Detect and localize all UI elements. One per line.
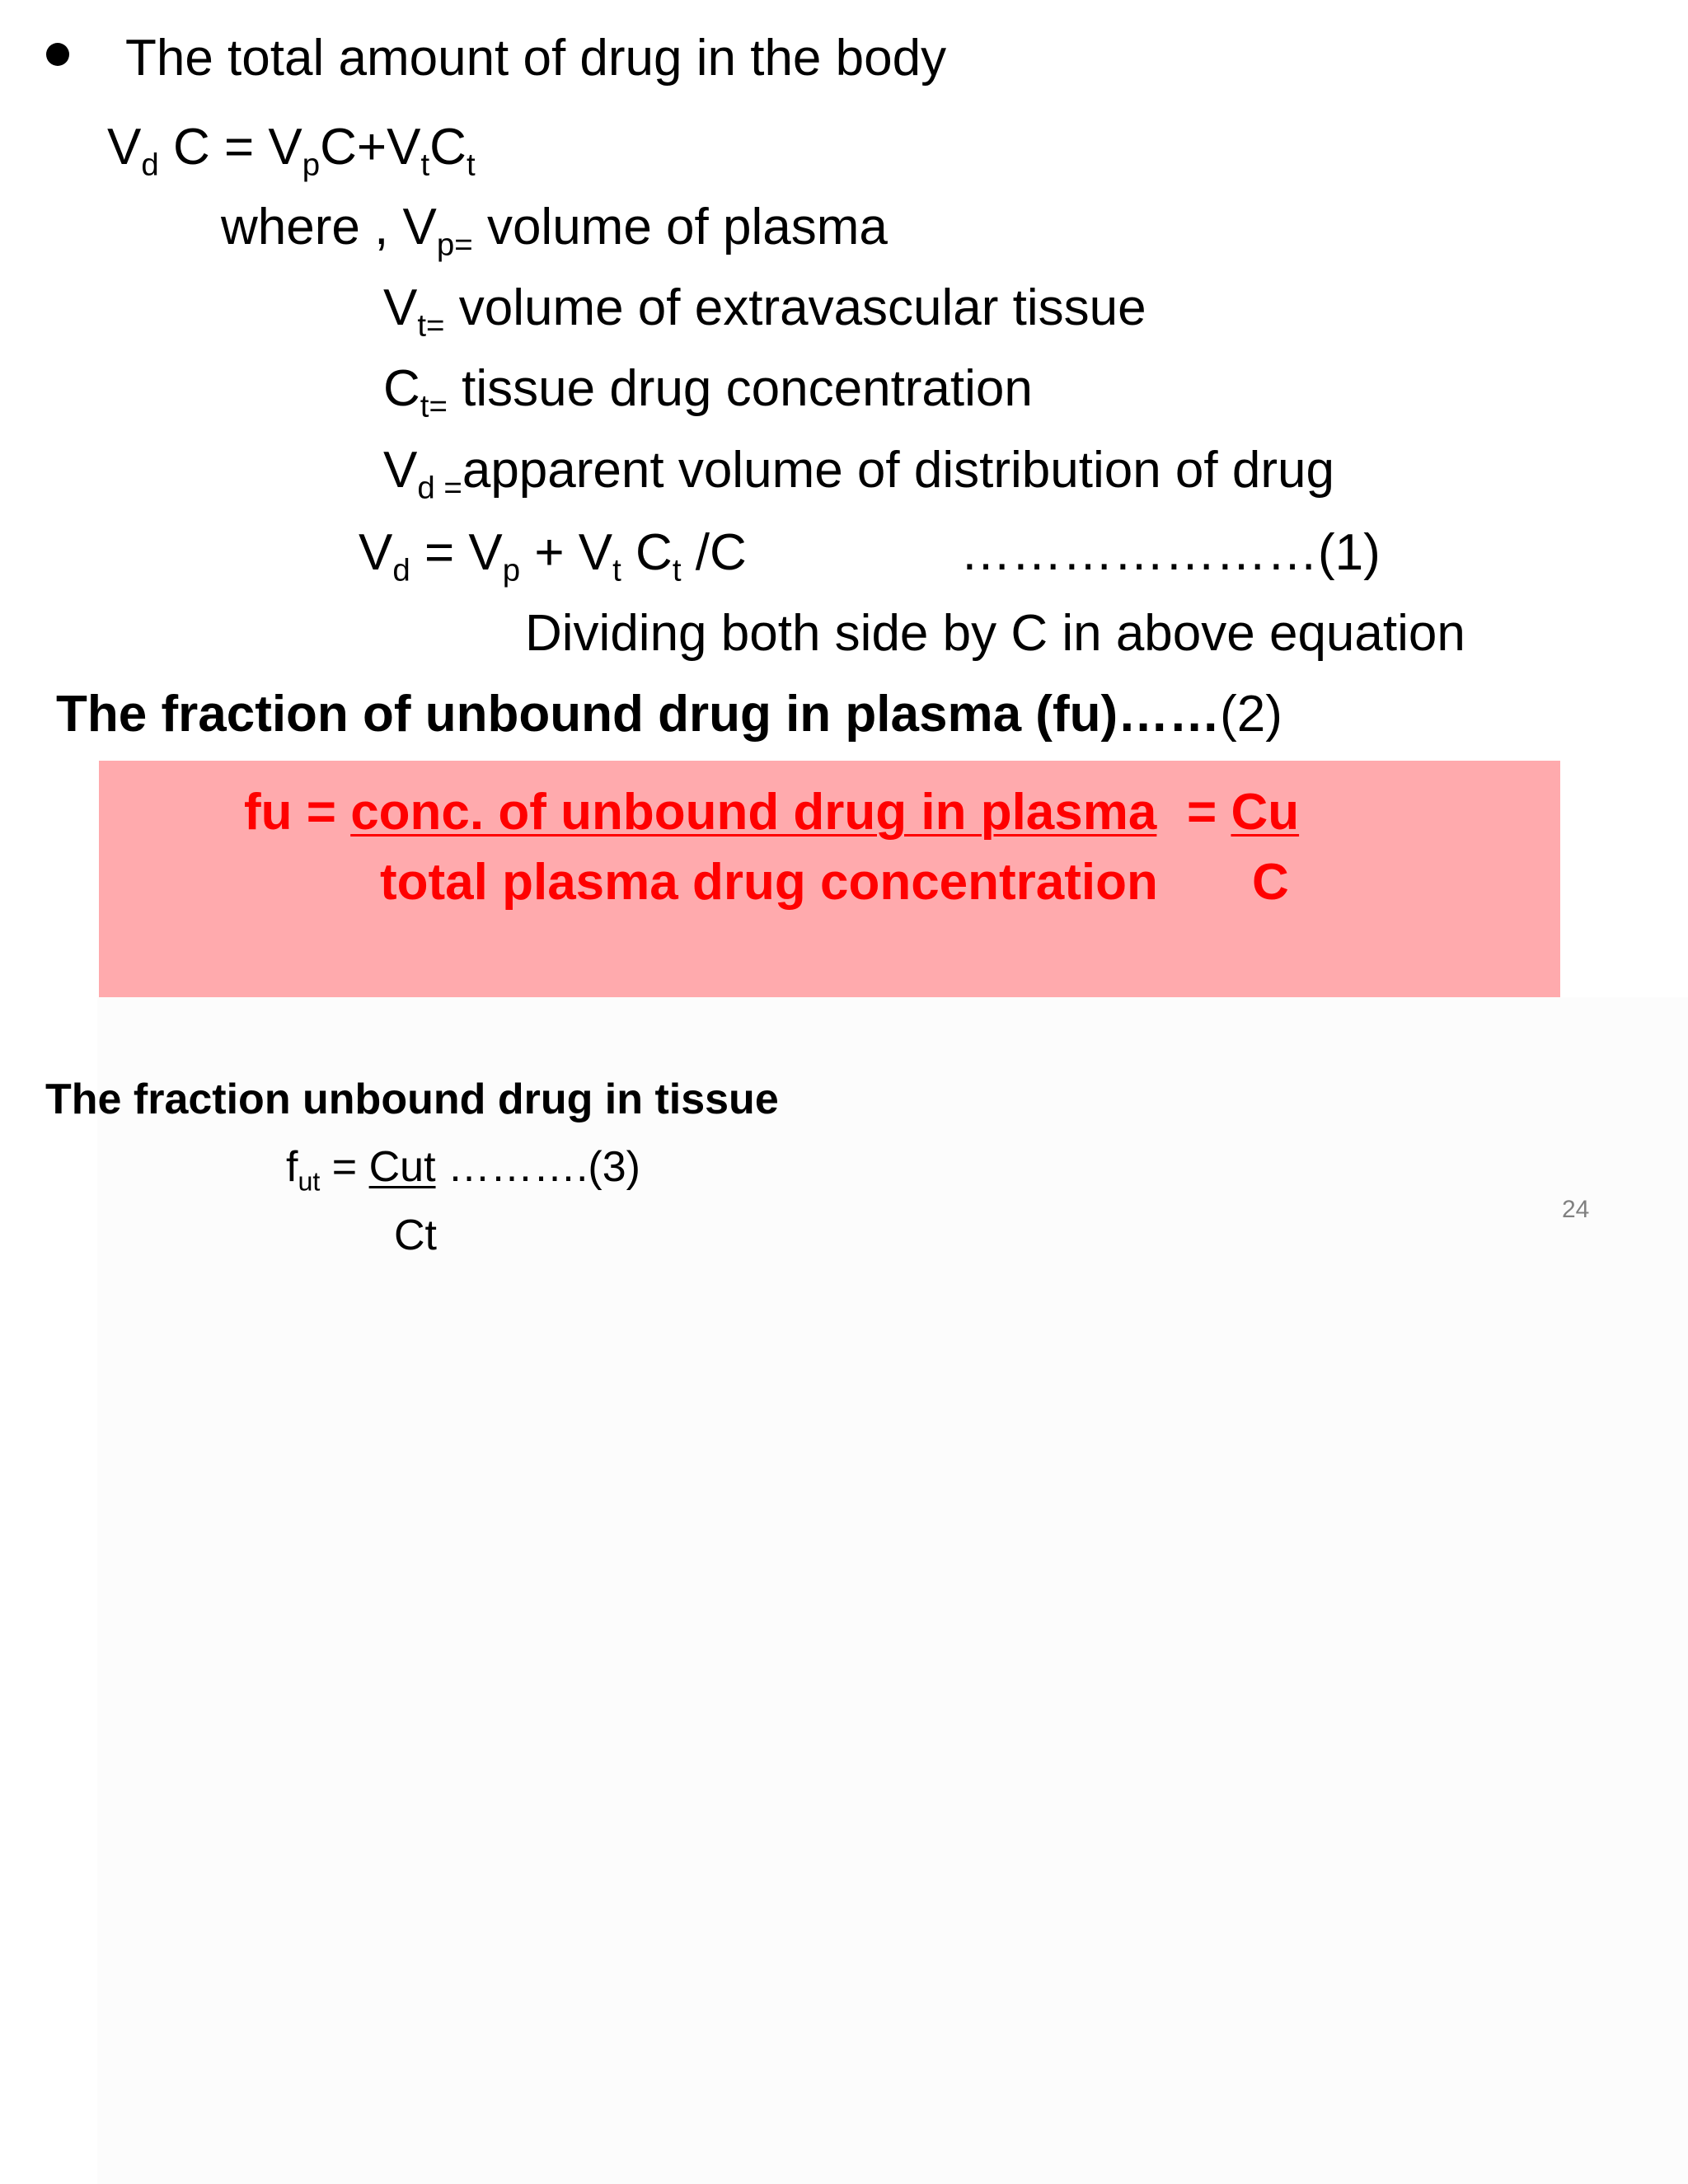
intro-line: The total amount of drug in the body [125, 30, 947, 87]
page-number: 24 [1562, 1196, 1590, 1223]
definition-vt: $V_{t=}$ volume of extravascular tissue [383, 279, 1146, 344]
fu-c: C [1252, 854, 1289, 911]
dividing-note: Dividing both side by C in above equation [525, 605, 1465, 662]
equation-vd: $V_d = V_p + V_t$ $C_t$ /C [359, 524, 747, 588]
fut-denominator: Ct [394, 1212, 437, 1259]
equation-total-drug: $V_d$ $C = V_pC+V_tC_t$ [107, 119, 476, 183]
bullet-icon [46, 43, 69, 66]
fraction-plasma-heading: The fraction of unbound drug in plasma (fu)……(2) [56, 686, 1282, 743]
definition-vp: where , $V_{p=}$ volume of plasma [221, 199, 888, 263]
fraction-tissue-heading: The fraction unbound drug in tissue [45, 1076, 779, 1123]
fu-numerator-line: fu = conc. of unbound drug in plasma [244, 784, 1157, 841]
equation-fut: $f_{ut}$ = Cut ……….(3) [286, 1143, 640, 1197]
definition-vd: $V_{d =}apparent$ volume of distribution of drug [383, 442, 1334, 506]
definition-ct: $C_{t=}$ tissue drug concentration [383, 360, 1033, 424]
fu-denominator: total plasma drug concentration [380, 854, 1158, 911]
equation-ref-1: …………………(1) [960, 524, 1381, 581]
fu-cu: = Cu [1187, 784, 1300, 841]
